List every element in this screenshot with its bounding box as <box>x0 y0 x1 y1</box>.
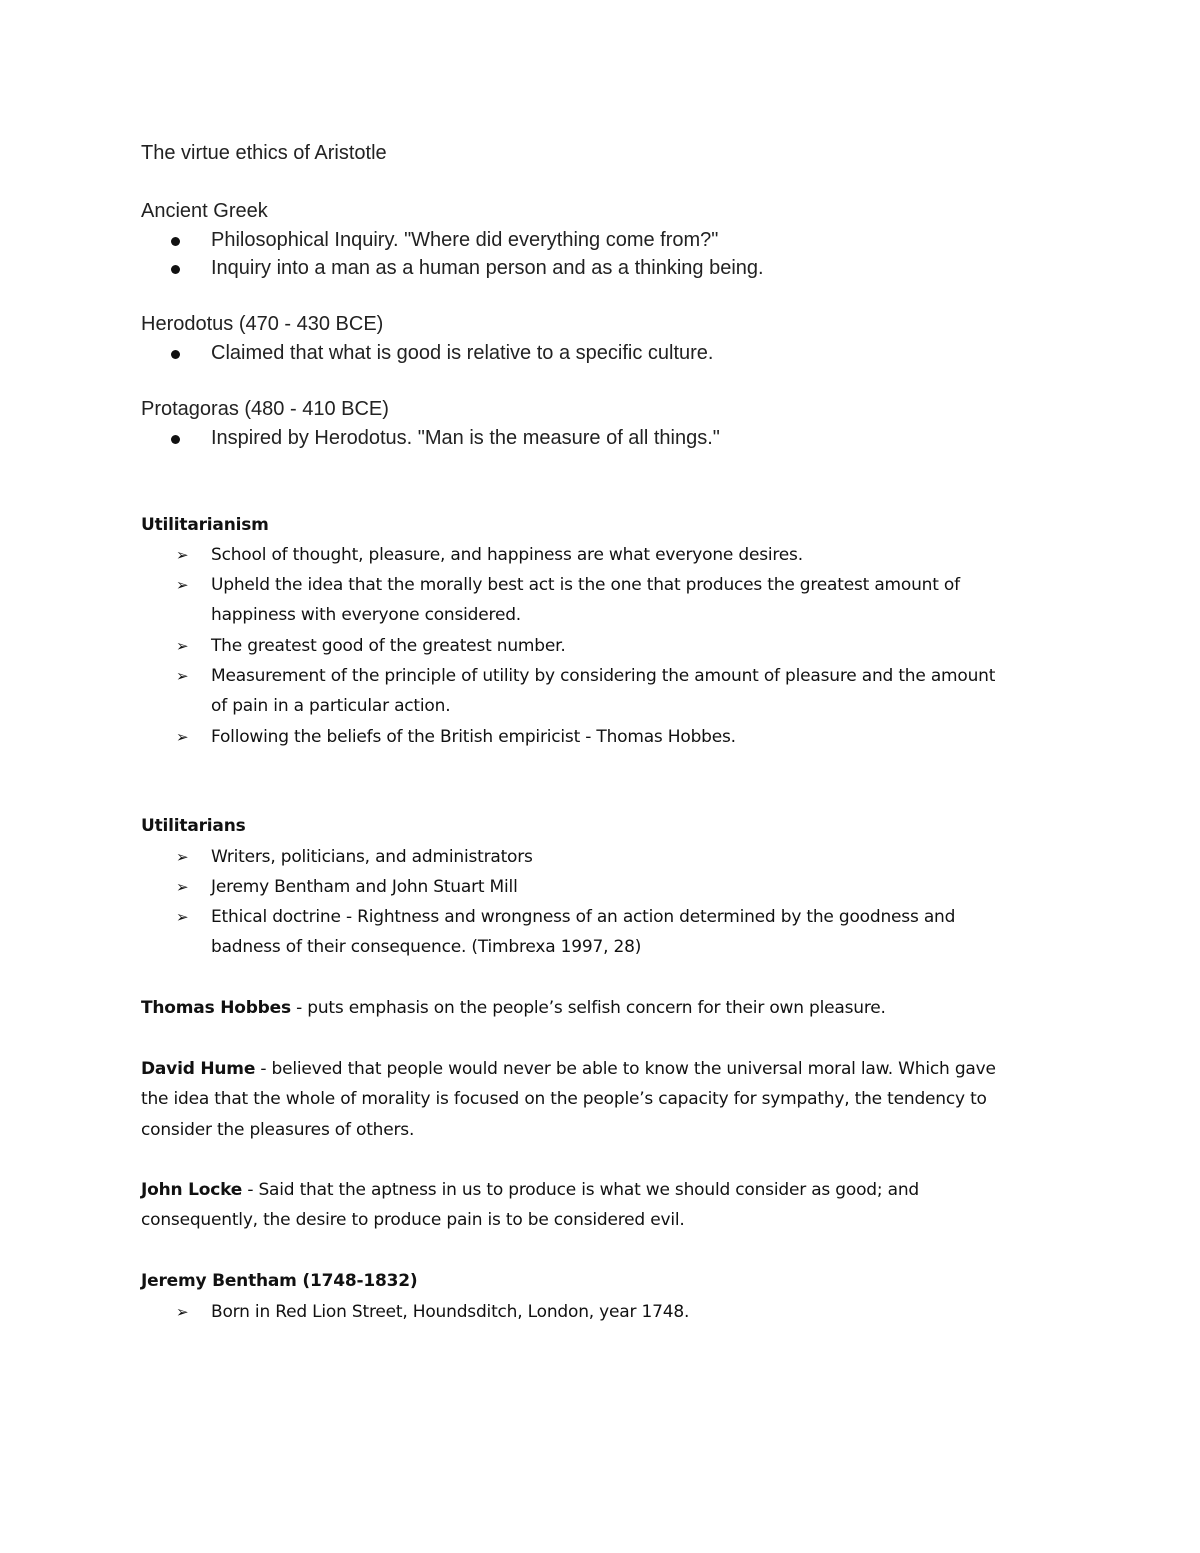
locke-text: - Said that the aptness in us to produce is what we should consider as good; and <box>242 1180 919 1200</box>
hobbes-text: - puts emphasis on the people’s selfish concern for their own pleasure. <box>290 998 886 1018</box>
ancient-greek-item: Philosophical Inquiry. "Where did everything come from?" <box>211 229 719 251</box>
utilitarians-item: Writers, politicians, and administrators <box>211 847 533 867</box>
arrow-bullet-icon: ➢ <box>176 576 189 594</box>
hobbes-name: Thomas Hobbes <box>141 998 291 1018</box>
arrow-bullet-icon: ➢ <box>176 546 189 564</box>
utilitarianism-heading: Utilitarianism <box>141 515 269 535</box>
bullet-dot-icon <box>171 265 180 274</box>
arrow-bullet-icon: ➢ <box>176 728 189 746</box>
hume-text-continued: consider the pleasures of others. <box>141 1120 415 1140</box>
arrow-bullet-icon: ➢ <box>176 848 189 866</box>
locke-name: John Locke <box>141 1180 243 1200</box>
utilitarians-item: Jeremy Bentham and John Stuart Mill <box>211 877 518 897</box>
herodotus-heading: Herodotus (470 - 430 BCE) <box>141 313 384 335</box>
utilitarians-item: Ethical doctrine - Rightness and wrongness of an action determined by the goodness and <box>211 907 956 927</box>
hume-paragraph <box>141 1059 996 1079</box>
herodotus-item: Claimed that what is good is relative to a specific culture. <box>211 342 714 364</box>
bullet-dot-icon <box>171 237 180 246</box>
hobbes-paragraph <box>141 998 886 1018</box>
utilitarianism-item: Following the beliefs of the British empiricist - Thomas Hobbes. <box>211 727 736 747</box>
utilitarianism-item: Measurement of the principle of utility by considering the amount of pleasure and the amount <box>211 666 996 686</box>
utilitarianism-item: Upheld the idea that the morally best act is the one that produces the greatest amount of <box>211 575 960 595</box>
bullet-dot-icon <box>171 435 180 444</box>
hume-name: David Hume <box>141 1059 256 1079</box>
utilitarianism-item: The greatest good of the greatest number. <box>211 636 566 656</box>
arrow-bullet-icon: ➢ <box>176 667 189 685</box>
arrow-bullet-icon: ➢ <box>176 1303 189 1321</box>
document-title: The virtue ethics of Aristotle <box>141 142 387 164</box>
ancient-greek-heading: Ancient Greek <box>141 200 268 222</box>
locke-text-continued: consequently, the desire to produce pain is to be considered evil. <box>141 1210 685 1230</box>
protagoras-heading: Protagoras (480 - 410 BCE) <box>141 398 389 420</box>
protagoras-item: Inspired by Herodotus. "Man is the measure of all things." <box>211 427 720 449</box>
hume-text: - believed that people would never be able to know the universal moral law. Which gave <box>255 1059 996 1079</box>
ancient-greek-item: Inquiry into a man as a human person and as a thinking being. <box>211 257 764 279</box>
utilitarians-item-continued: badness of their consequence. (Timbrexa 1997, 28) <box>211 937 642 957</box>
utilitarianism-item-continued: of pain in a particular action. <box>211 696 451 716</box>
utilitarianism-item-continued: happiness with everyone considered. <box>211 605 522 625</box>
bentham-heading: Jeremy Bentham (1748-1832) <box>141 1271 418 1291</box>
bullet-dot-icon <box>171 350 180 359</box>
arrow-bullet-icon: ➢ <box>176 878 189 896</box>
arrow-bullet-icon: ➢ <box>176 637 189 655</box>
hume-text-continued: the idea that the whole of morality is focused on the people’s capacity for sympathy, the tendency to <box>141 1089 987 1109</box>
arrow-bullet-icon: ➢ <box>176 908 189 926</box>
locke-paragraph <box>141 1180 919 1200</box>
bentham-item: Born in Red Lion Street, Houndsditch, London, year 1748. <box>211 1302 690 1322</box>
utilitarians-heading: Utilitarians <box>141 816 246 836</box>
utilitarianism-item: School of thought, pleasure, and happiness are what everyone desires. <box>211 545 803 565</box>
